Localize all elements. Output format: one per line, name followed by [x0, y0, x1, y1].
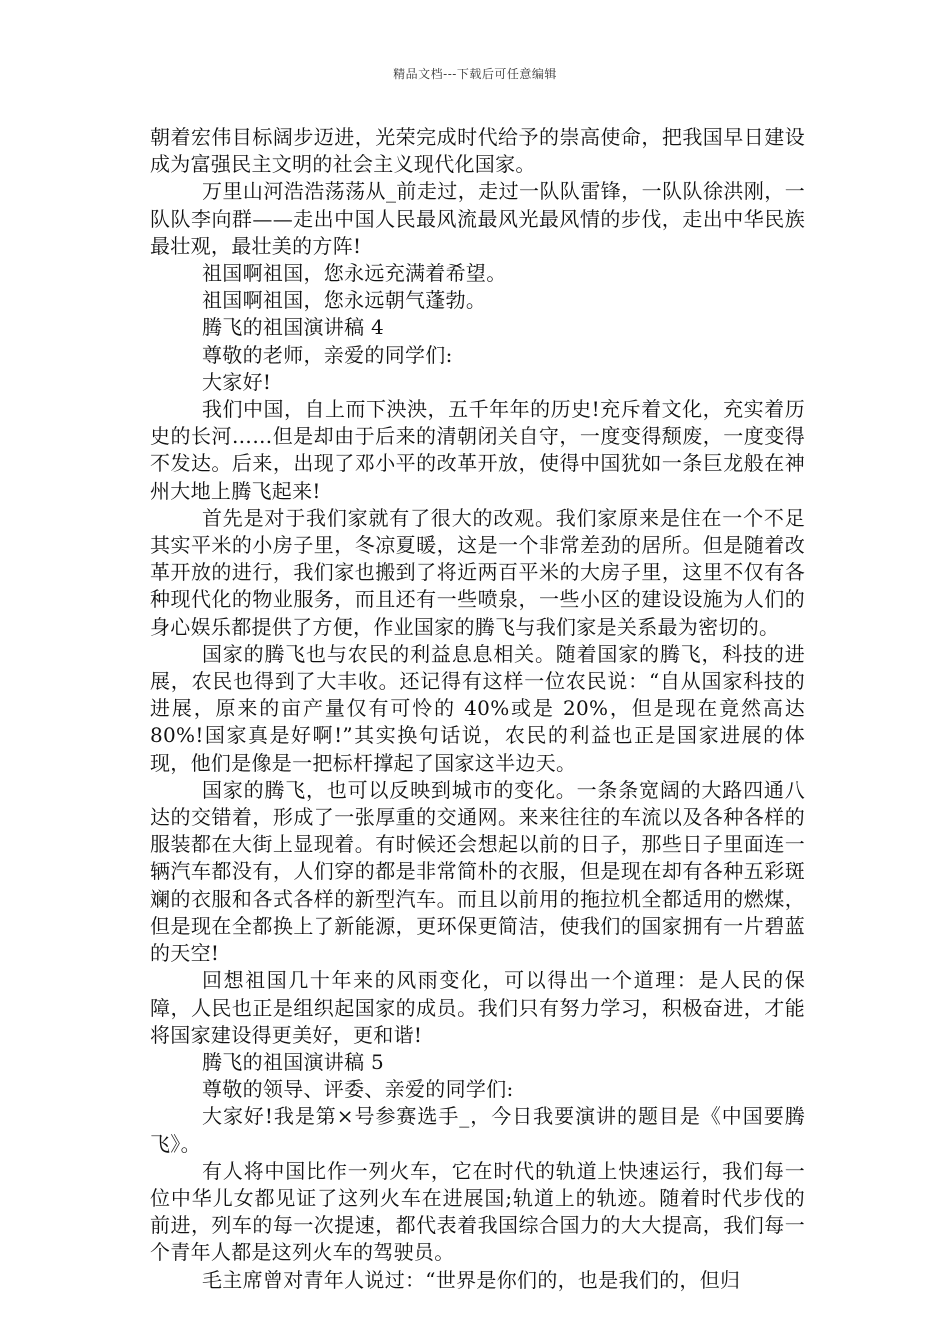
paragraph: 有人将中国比作一列火车，它在时代的轨道上快速运行，我们每一位中华儿女都见证了这列火车在进展国;轨道上的轨迹。随着时代步伐的前进，列车的每一次提速，都代表着我国综合国力的大大提高，我们每一个青年人都是这列火车的驾驶员。: [150, 1158, 805, 1265]
paragraph: 大家好!: [202, 369, 272, 394]
paragraph: 大家好!我是第×号参赛选手_，今日我要演讲的题目是《中国要腾飞》。: [150, 1104, 805, 1156]
paragraph: 国家的腾飞，也可以反映到城市的变化。一条条宽阔的大路四通八达的交错着，形成了一张厚重的交通网。来来往往的车流以及各种各样的服装都在大街上显现着。有时候还会想起以前的日子，那些日子里面连一辆汽车都没有，人们穿的都是非常简朴的衣服，但是现在却有各种五彩斑斓的衣服和各式各样的新型汽车。而且以前用的拖拉机全都适用的燃煤，但是现在全都换上了新能源，更环保更简洁，使我们的国家拥有一片碧蓝的天空!: [150, 777, 805, 966]
paragraph: 毛主席曾对青年人说过：“世界是你们的，也是我们的，但归: [202, 1267, 741, 1292]
paragraph: 腾飞的祖国演讲稿 4: [202, 315, 385, 340]
paragraph: 朝着宏伟目标阔步迈进，光荣完成时代给予的崇高使命，把我国早日建设成为富强民主文明的社会主义现代化国家。: [150, 125, 805, 177]
paragraph: 回想祖国几十年来的风雨变化，可以得出一个道理：是人民的保障，人民也正是组织起国家的成员。我们只有努力学习，积极奋进，才能将国家建设得更美好，更和谐!: [150, 968, 805, 1047]
paragraph: 祖国啊祖国，您永远朝气蓬勃。: [202, 288, 487, 313]
paragraph: 首先是对于我们家就有了很大的改观。我们家原来是住在一个不足其实平米的小房子里，冬凉夏暖，这是一个非常差劲的居所。但是随着改革开放的进行，我们家也搬到了将近两百平米的大房子里，这里不仅有各种现代化的物业服务，而且还有一些喷泉，一些小区的建设设施为人们的身心娱乐都提供了方便，作业国家的腾飞与我们家是关系最为密切的。: [150, 505, 805, 639]
paragraph: 国家的腾飞也与农民的利益息息相关。随着国家的腾飞，科技的进展，农民也得到了大丰收。还记得有这样一位农民说：“自从国家科技的进展，原来的亩产量仅有可怜的 40%或是 20%，但是现在竟然高达 80%!国家真是好啊!”其实换句话说，农民的利益也正是国家进展的体现，他们是像是一把标杆撑起了国家这半边天。: [150, 641, 805, 775]
paragraph: 腾飞的祖国演讲稿 5: [202, 1049, 385, 1074]
document-body: [150, 124, 805, 1294]
paragraph: 尊敬的领导、评委、亲爱的同学们:: [202, 1077, 514, 1102]
paragraph: 尊敬的老师，亲爱的同学们:: [202, 342, 453, 367]
paragraph: 万里山河浩浩荡荡从_前走过，走过一队队雷锋，一队队徐洪刚，一队队李向群——走出中国人民最风流最风光最风情的步伐，走出中华民族最壮观，最壮美的方阵!: [150, 179, 805, 258]
paragraph: 祖国啊祖国，您永远充满着希望。: [202, 261, 507, 286]
paragraph: 我们中国，自上而下泱泱，五千年年的历史!充斥着文化，充实着历史的长河……但是却由于后来的清朝闭关自守，一度变得颓废，一度变得不发达。后来，出现了邓小平的改革开放，使得中国犹如一条巨龙般在神州大地上腾飞起来!: [150, 397, 805, 503]
page-header: 精品文档---下载后可任意编辑: [393, 67, 557, 81]
